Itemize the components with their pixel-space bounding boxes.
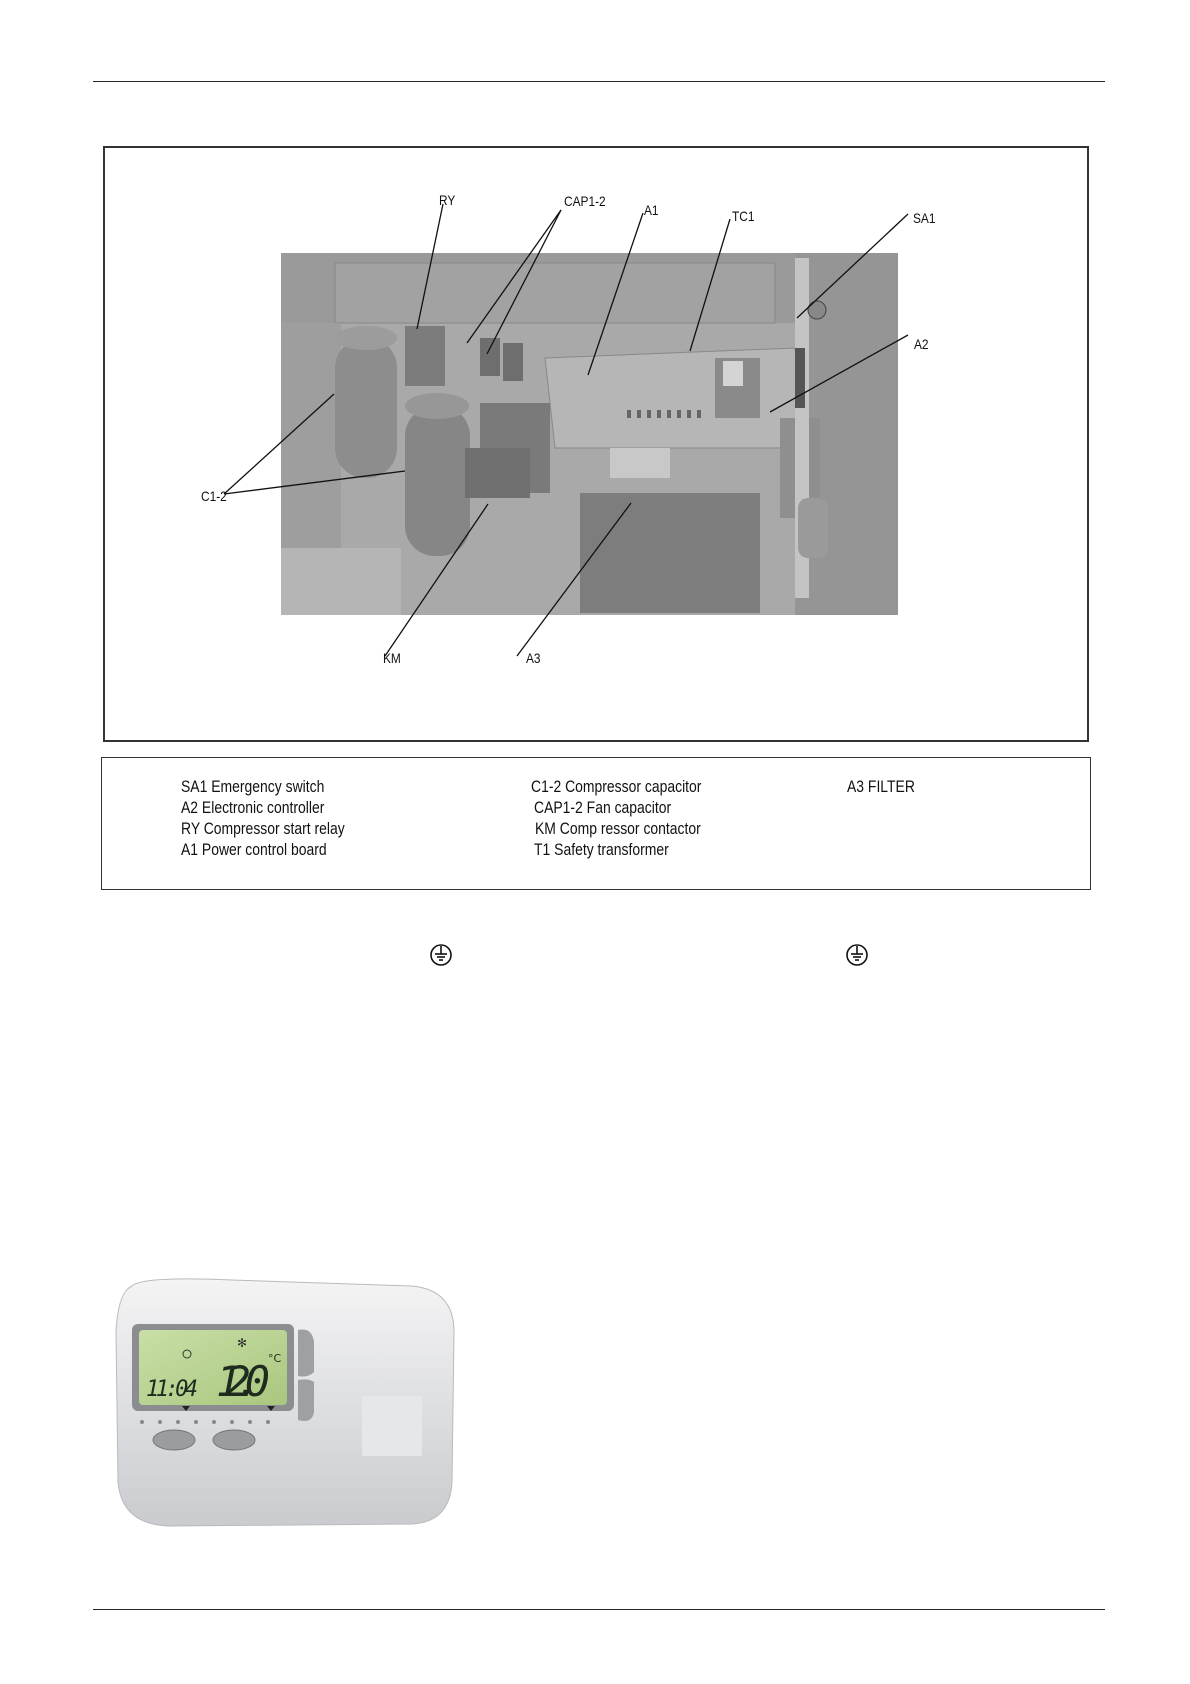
thermostat-photo (112, 1272, 462, 1532)
callout-a2: A2 (914, 336, 929, 352)
callout-tc1: TC1 (732, 208, 755, 224)
callout-sa1: SA1 (913, 210, 936, 226)
legend-item: SA1 Emergency switch (181, 777, 325, 796)
legend-item: A2 Electronic controller (181, 798, 325, 817)
callout-cap1-2: CAP1-2 (564, 193, 606, 209)
ground-symbol-icon (429, 943, 453, 967)
legend-item: T1 Safety transformer (534, 840, 669, 859)
thermostat-unit: °C (268, 1352, 282, 1365)
legend-item: RY Compressor start relay (181, 819, 345, 838)
thermostat-temperature: 12.0 (216, 1357, 270, 1406)
component-legend (101, 757, 1091, 890)
ground-symbol-icon (845, 943, 869, 967)
footer-rule (93, 1609, 1105, 1610)
legend-item: CAP1-2 Fan capacitor (534, 798, 672, 817)
electrical-box-illustration (105, 148, 1087, 740)
legend-item: A3 FILTER (847, 777, 915, 796)
electrical-box-diagram (103, 146, 1089, 742)
callout-ry: RY (439, 192, 456, 208)
header-rule (93, 81, 1105, 82)
callout-c1-2: C1-2 (201, 488, 227, 504)
callout-a1: A1 (644, 202, 659, 218)
thermostat-time: 11:04 (146, 1377, 198, 1402)
svg-text:✻: ✻ (237, 1336, 248, 1350)
legend-item: A1 Power control board (181, 840, 327, 859)
legend-item: KM Comp ressor contactor (535, 819, 701, 838)
legend-item: C1-2 Compressor capacitor (531, 777, 702, 796)
callout-a3: A3 (526, 650, 541, 666)
callout-km: KM (383, 650, 401, 666)
